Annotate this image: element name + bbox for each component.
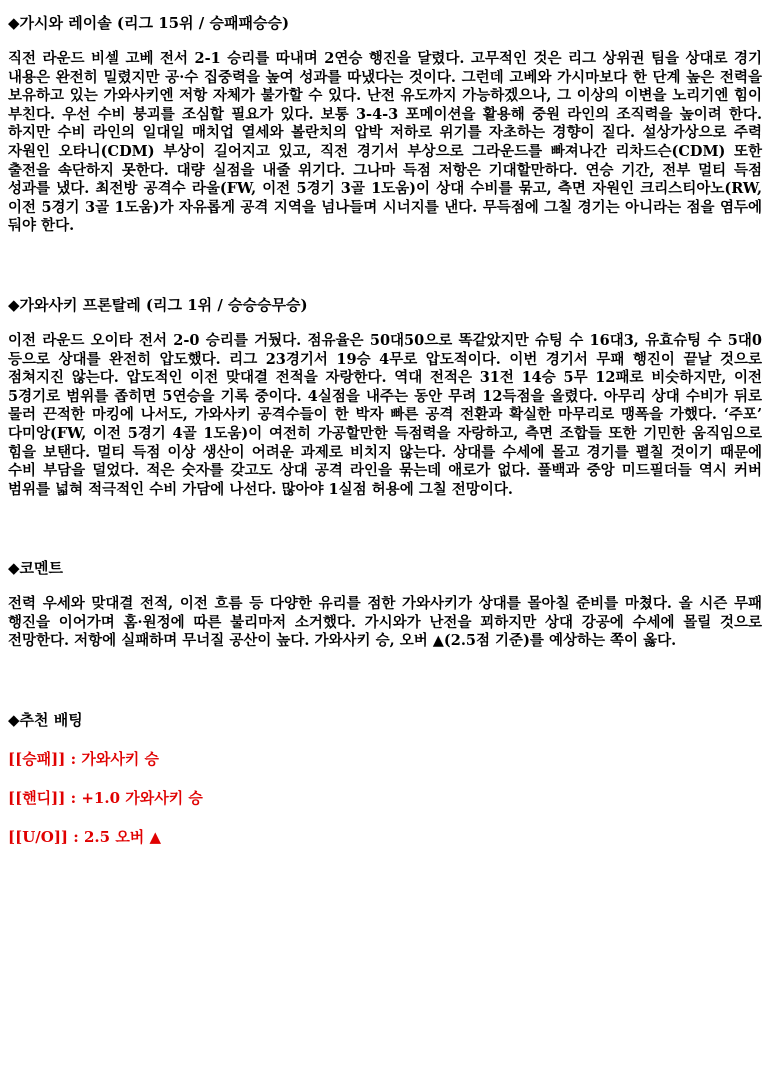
section-kawasaki [8, 294, 762, 499]
pick-handicap: [[핸디]] : +1.0 가와사키 승 [8, 789, 203, 808]
recommend-heading: ◆추천 배팅 [8, 711, 83, 730]
section-body: 전력 우세와 맞대결 전적, 이전 흐름 등 다양한 유리를 점한 가와사키가 상대를 몰아칠 준비를 마쳤다. 올 시즌 무패 행진을 이어가며 홈·원정에 따른 불리마저 소거했다. 가시와가 난전을 꾀하지만 상대 강공에 수세에 몰릴 것으로 전망한다. 저항에 실패하며 무너질 공산이 높다. 가와사키 승, 오버 ▲(2.5점 기준)를 예상하는 쪽이 옳다. [8, 595, 762, 650]
pick-winloss: [[승패]] : 가와사키 승 [8, 750, 160, 769]
section-body: 직전 라운드 비셀 고베 전서 2-1 승리를 따내며 2연승 행진을 달렸다. 고무적인 것은 리그 상위권 팀을 상대로 경기 내용은 완전히 밀렸지만 공·수 집중력을 높여 성과를 따냈다는 것이다. 그런데 고베와 가시마보다 한 단계 높은 전력을 보유하고 있는 가와사키엔 저항 자체가 불가할 수 있다. 난전 유도까지 가능하겠으나, 그 이상의 이변을 노리기엔 힘이 부친다. 우선 수비 붕괴를 조심할 필요가 있다. 보통 3-4-3 포메이션을 활용해 중원 라인의 조직력을 높이려 한다. 하지만 수비 라인의 일대일 매치업 열세와 볼란치의 압박 저하로 위기를 자초하는 경향이 짙다. 설상가상으로 주력 자원인 오타니(CDM) 부상이 길어지고 있고, 직전 경기서 부상으로 그라운드를 빠져나간 리차드슨(CDM) 또한 출전을 속단하지 못한다. 대량 실점을 내줄 위기다. 그나마 득점 저항은 기대할만하다. 연승 기간, 전부 멀티 득점 성과를 냈다. 최전방 공격수 라울(FW, 이전 5경기 3골 1도움)이 상대 수비를 묶고, 측면 자원인 크리스티아노(RW, 이전 5경기 3골 1도움)가 자유롭게 공격 지역을 넘나들며 시너지를 낸다. 무득점에 그칠 경기는 아니라는 점을 염두에 둬야 한다. [8, 50, 762, 235]
section-recommend [8, 709, 762, 848]
pick-over-under: [[U/O]] : 2.5 오버 ▲ [8, 828, 162, 847]
section-heading: ◆코멘트 [8, 559, 64, 578]
section-heading: ◆가와사키 프론탈레 (리그 1위 / 승승승무승) [8, 295, 308, 314]
section-comment [8, 557, 762, 651]
section-heading: ◆가시와 레이솔 (리그 15위 / 승패패승승) [8, 14, 290, 32]
section-kashiwa [8, 12, 762, 236]
section-body: 이전 라운드 오이타 전서 2-0 승리를 거뒀다. 점유율은 50대50으로 똑같았지만 슈팅 수 16대3, 유효슈팅 수 5대0 등으로 상대를 완전히 압도했다. 리그 23경기서 19승 4무로 압도적이다. 이번 경기서 무패 행진이 끝날 것으로 점쳐지진 않는다. 압도적인 이전 맞대결 전적을 자랑한다. 역대 전적은 31전 14승 5무 12패로 비슷하지만, 이전 5경기로 범위를 좁히면 5연승을 기록 중이다. 4실점을 내주는 동안 무려 12득점을 올렸다. 아무리 상대 수비가 뒤로 물러 끈적한 마킹에 나서도, 가와사키 공격수들이 한 박자 빠른 공격 전환과 확실한 마무리로 맹폭을 가했다. ‘주포’ 다미앙(FW, 이전 5경기 4골 1도움)이 여전히 가공할만한 득점력을 자랑하고, 측면 조합들 또한 기민한 움직임으로 힘을 보탠다. 멀티 득점 이상 생산이 어려운 과제로 비치지 않는다. 상대를 수세에 몰고 경기를 펼칠 것이기 때문에 수비 부담을 덜었다. 적은 숫자를 갖고도 상대 공격 라인을 묶는데 애로가 없다. 풀백과 중앙 미드필더들 역시 커버 범위를 넓혀 적극적인 수비 가담에 나선다. 많아야 1실점 허용에 그칠 전망이다. [8, 331, 762, 498]
